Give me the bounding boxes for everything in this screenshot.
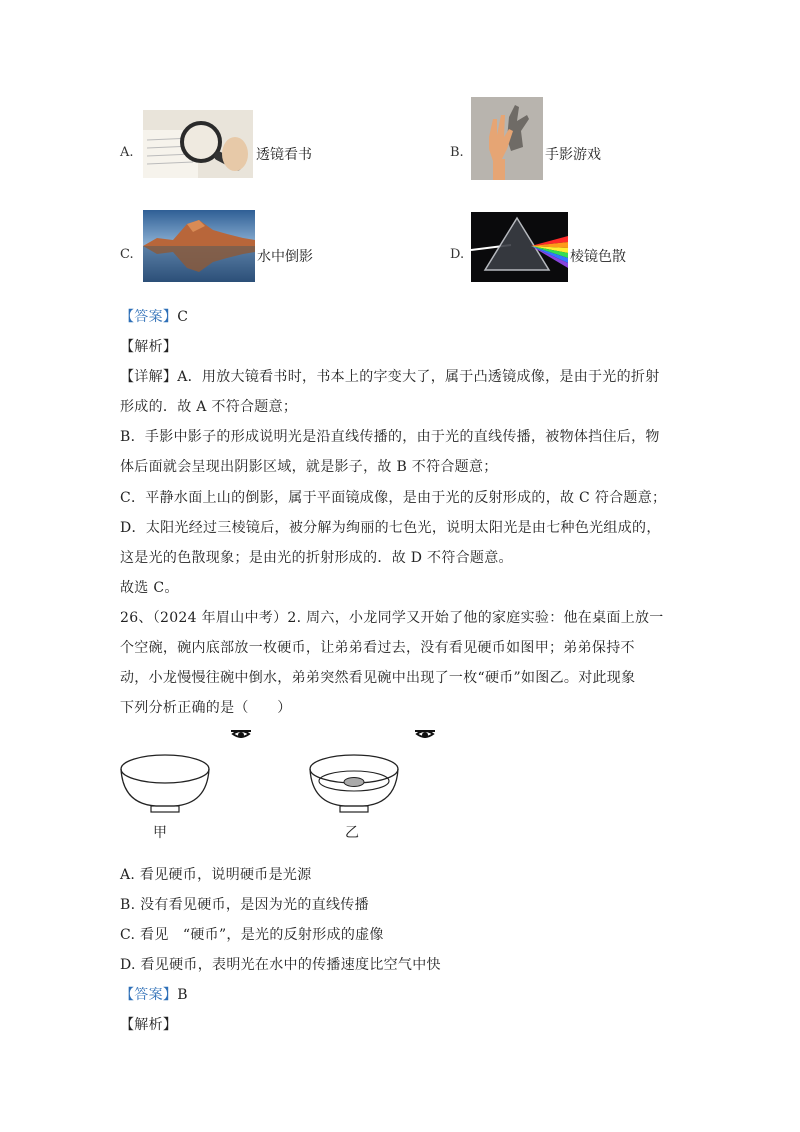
option-c-text: 水中倒影 xyxy=(257,249,313,265)
figure-label-jia: 甲 xyxy=(153,825,167,841)
q25-detail-line-7: 这是光的色散现象；是由光的折射形成的．故 D 不符合题意。 xyxy=(120,550,513,566)
q25-analysis-tag: 【解析】 xyxy=(120,339,178,355)
q26-answer-line xyxy=(120,984,188,1004)
bowl-jia-drawing xyxy=(118,726,258,841)
q25-detail-line-1 xyxy=(120,366,660,386)
q26-stem-line-1: 26、（2024 年眉山中考）2. 周六，小龙同学又开始了他的家庭实验：他在桌面上放一 xyxy=(120,610,664,626)
mountain-reflection-photo xyxy=(143,210,255,282)
q26-option-b: B. 没有看见硬币，是因为光的直线传播 xyxy=(120,897,369,913)
q25-detail-line-2: 形成的．故 A 不符合题意； xyxy=(120,399,298,415)
q26-analysis-tag: 【解析】 xyxy=(120,1017,178,1033)
prism-dispersion-photo xyxy=(471,212,568,282)
bowl-figure-jia xyxy=(118,726,258,841)
detail-text: A．用放大镜看书时，书本上的字变大了，属于凸透镜成像，是由于光的折射 xyxy=(177,369,660,385)
option-b-letter: B. xyxy=(450,145,464,160)
q25-detail-line-4: 体后面就会呈现出阴影区域，就是影子，故 B 不符合题意； xyxy=(120,459,498,475)
answer-value: C xyxy=(177,309,189,325)
q25-detail-line-3: B．手影中影子的形成说明光是沿直线传播的，由于光的直线传播，被物体挡住后，物 xyxy=(120,429,660,445)
q26-stem-line-3: 动，小龙慢慢往碗中倒水，弟弟突然看见碗中出现了一枚“硬币”如图乙。对此现象 xyxy=(120,670,636,686)
option-c-letter: C. xyxy=(120,247,134,262)
q26-stem-line-4: 下列分析正确的是（ ） xyxy=(120,700,292,716)
q25-conclusion: 故选 C。 xyxy=(120,580,179,596)
detail-tag: 【详解】 xyxy=(120,369,178,385)
hand-shadow-photo xyxy=(471,97,543,180)
option-d-letter: D. xyxy=(450,247,465,262)
q26-option-d: D. 看见硬币，表明光在水中的传播速度比空气中快 xyxy=(120,957,441,973)
option-b-text: 手影游戏 xyxy=(545,147,601,163)
option-a-text: 透镜看书 xyxy=(256,147,312,163)
option-a-letter: A. xyxy=(120,145,134,160)
answer-tag: 【答案】 xyxy=(120,309,178,325)
magnifying-glass-reading-photo xyxy=(143,110,253,178)
q26-option-c: C. 看见 “硬币”，是光的反射形成的虚像 xyxy=(120,927,384,943)
figure-label-yi: 乙 xyxy=(345,825,359,841)
q25-answer-line xyxy=(120,306,188,326)
answer-tag: 【答案】 xyxy=(120,987,178,1003)
q25-detail-line-6: D．太阳光经过三棱镜后，被分解为绚丽的七色光，说明太阳光是由七种色光组成的， xyxy=(120,520,661,536)
answer-value: B xyxy=(177,987,188,1003)
q25-detail-line-5: C．平静水面上山的倒影，属于平面镜成像，是由于光的反射形成的，故 C 符合题意； xyxy=(120,490,667,506)
q26-option-a: A. 看见硬币，说明硬币是光源 xyxy=(120,867,312,883)
bowl-yi-drawing xyxy=(304,726,444,841)
option-d-text: 棱镜色散 xyxy=(570,249,626,265)
q26-stem-line-2: 个空碗，碗内底部放一枚硬币，让弟弟看过去，没有看见硬币如图甲；弟弟保持不 xyxy=(120,640,635,656)
bowl-figure-yi xyxy=(304,726,444,841)
